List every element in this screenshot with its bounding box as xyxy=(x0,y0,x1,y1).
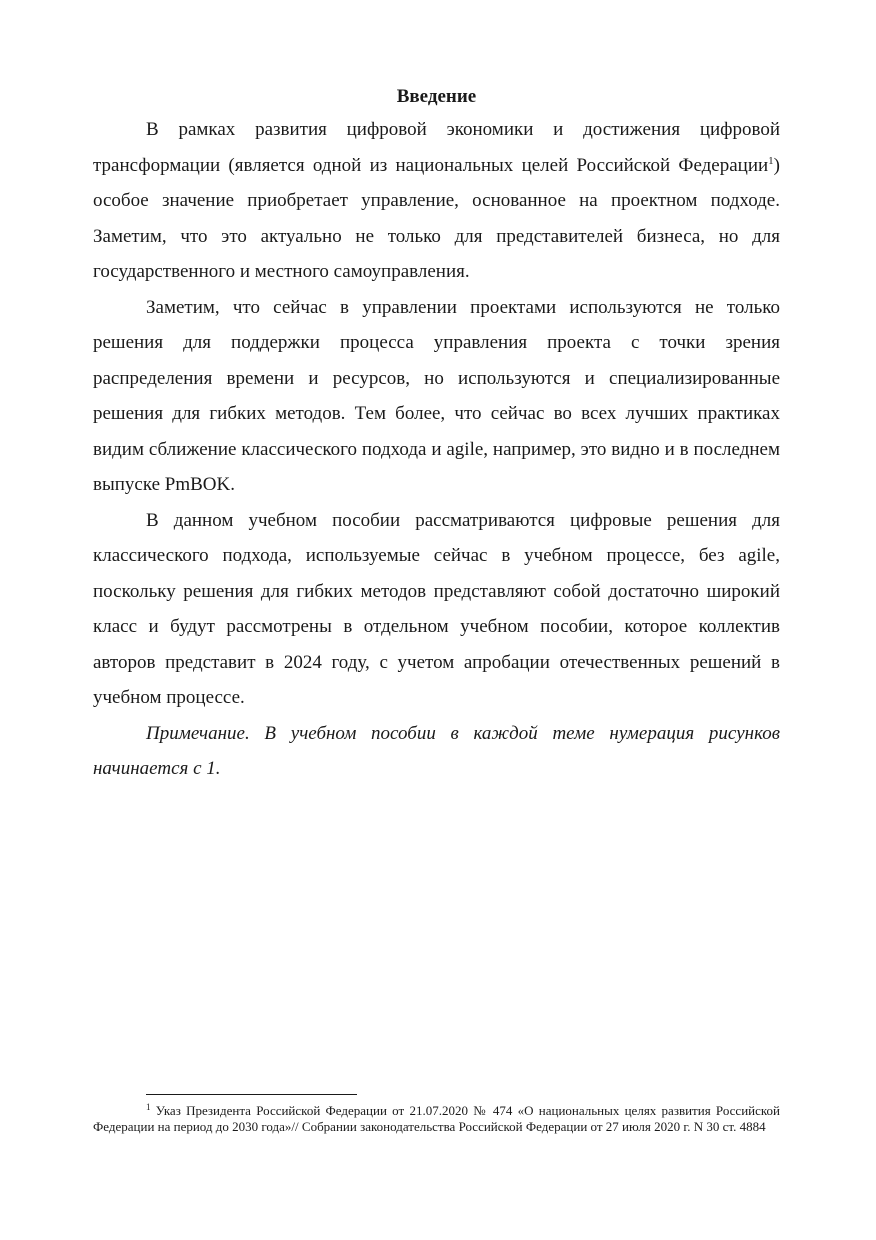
footnote-separator xyxy=(146,1094,357,1095)
paragraph-1 xyxy=(93,112,780,290)
footnote-text: Указ Президента Российской Федерации от 21.07.2020 № 474 «О национальных целях развития Российской Федерации на период до 2030 года»// Собрании законодательства Российской Федерации от 27 июля 2020 г. N 30 ст. 4884 xyxy=(93,1103,780,1134)
section-heading: Введение xyxy=(396,86,477,107)
paragraph-2: Заметим, что сейчас в управлении проектами используются не только решения для поддержки процесса управления проекта с точки зрения распределения времени и ресурсов, но используются и специализированные решения для гибких методов. Тем более, что сейчас во всех лучших практиках видим сближение классического подхода и agile, например, это видно и в последнем выпуске PmBOK. xyxy=(93,296,780,495)
document-body xyxy=(93,84,780,787)
footnote-marker: 1 xyxy=(146,1102,151,1112)
paragraph-1-continuation: ) особое значение приобретает управление, основанное на проектном подходе. Заметим, что это актуально не только для представителей бизнеса, но для государственного и местного самоуправления. xyxy=(93,154,780,282)
paragraph-1-text: В рамках развития цифровой экономики и достижения цифровой трансформации (является одной из национальных целей Российской Федерации xyxy=(93,119,780,176)
footnote xyxy=(93,1103,780,1135)
note-paragraph: Примечание. В учебном пособии в каждой теме нумерация рисунков начинается с 1. xyxy=(93,722,780,779)
footnote-reference[interactable]: 1 xyxy=(768,154,774,167)
paragraph-3: В данном учебном пособии рассматриваются цифровые решения для классического подхода, используемые сейчас в учебном процессе, без agile, поскольку решения для гибких методов представляют собой достаточно широкий класс и будут рассмотрены в отдельном учебном пособии, которое коллектив авторов представит в 2024 году, с учетом апробации отечественных решений в учебном процессе. xyxy=(93,509,780,708)
